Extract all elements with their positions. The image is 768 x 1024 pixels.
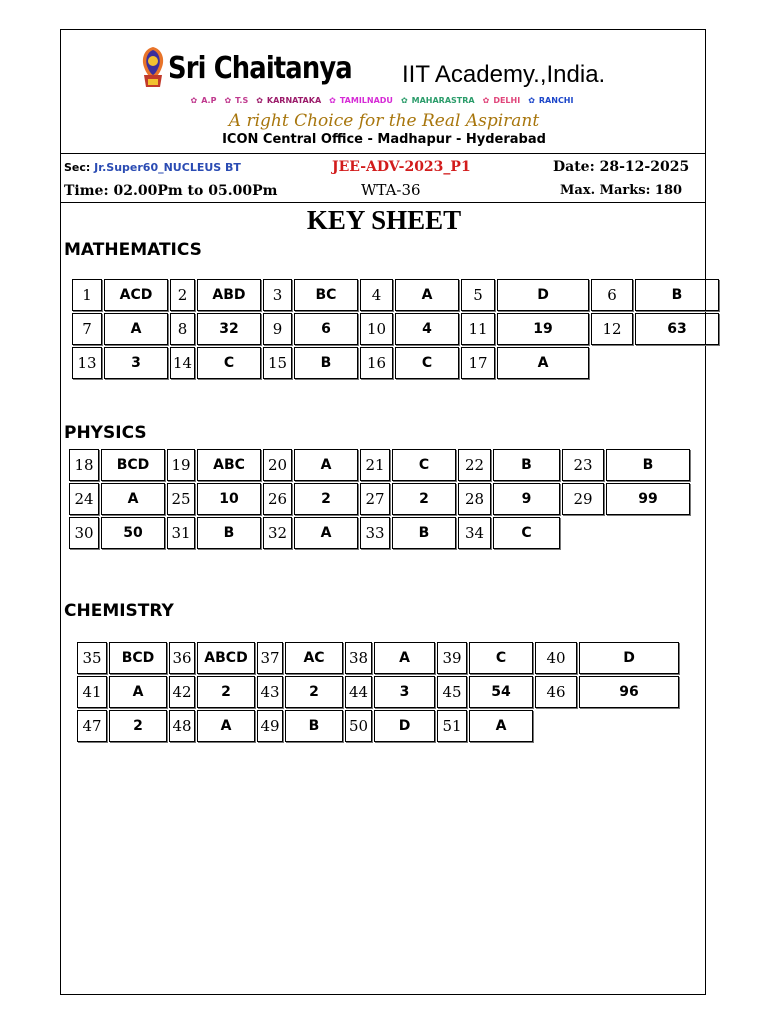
question-number: 45 (437, 676, 467, 708)
answer-key: C (493, 517, 560, 549)
answer-key: BC (294, 279, 358, 311)
question-number: 15 (263, 347, 292, 379)
answer-key: B (392, 517, 456, 549)
answer-key: A (109, 676, 167, 708)
question-number: 28 (458, 483, 491, 515)
answer-key: C (392, 449, 456, 481)
answer-table-mathematics (70, 277, 721, 381)
question-number: 31 (167, 517, 195, 549)
exam-time: Time: 02.00Pm to 05.00Pm (64, 183, 278, 199)
answer-key: 2 (294, 483, 358, 515)
answer-key: 54 (469, 676, 533, 708)
question-number: 6 (591, 279, 633, 311)
answer-row (77, 676, 679, 708)
page-title: KEY SHEET (306, 205, 462, 235)
question-number: 18 (69, 449, 99, 481)
exam-date: Date: 28-12-2025 (553, 159, 690, 175)
state-label: MAHARASTRA (411, 96, 475, 105)
answer-key: AC (285, 642, 343, 674)
question-number: 39 (437, 642, 467, 674)
answer-key: 63 (635, 313, 719, 345)
question-number: 16 (360, 347, 393, 379)
answer-key: C (197, 347, 261, 379)
answer-key: 99 (606, 483, 690, 515)
question-number: 42 (169, 676, 195, 708)
flower-bullet-icon: ✿ (528, 96, 535, 105)
state-label: T.S (235, 96, 249, 105)
brand-suffix: IIT Academy.,India. (402, 61, 606, 88)
answer-key: 32 (197, 313, 261, 345)
flower-bullet-icon: ✿ (224, 96, 232, 105)
answer-row (72, 279, 719, 311)
empty-cell (579, 710, 679, 742)
question-number: 43 (257, 676, 283, 708)
flower-bullet-icon: ✿ (329, 96, 336, 105)
answer-key: 9 (493, 483, 560, 515)
question-number: 25 (167, 483, 195, 515)
answer-key: D (579, 642, 679, 674)
state-label: KARNATAKA (266, 96, 322, 105)
answer-key: B (606, 449, 690, 481)
empty-cell (635, 347, 719, 379)
question-number: 40 (535, 642, 577, 674)
question-number: 14 (170, 347, 195, 379)
question-number: 34 (458, 517, 491, 549)
answer-table-chemistry (75, 640, 681, 744)
answer-key: A (469, 710, 533, 742)
answer-key: A (101, 483, 165, 515)
question-number: 20 (263, 449, 292, 481)
answer-key: A (197, 710, 255, 742)
section-label: Sec: (64, 161, 91, 174)
question-number: 49 (257, 710, 283, 742)
answer-key: 10 (197, 483, 261, 515)
answer-key: A (294, 517, 358, 549)
section-info (64, 158, 241, 178)
question-number: 19 (167, 449, 195, 481)
answer-key: D (374, 710, 435, 742)
tagline: A right Choice for the Real Aspirant (228, 111, 540, 131)
answer-row (77, 710, 679, 742)
empty-cell (562, 517, 604, 549)
question-number: 29 (562, 483, 604, 515)
question-number: 48 (169, 710, 195, 742)
empty-cell (606, 517, 690, 549)
answer-key: 2 (285, 676, 343, 708)
question-number: 26 (263, 483, 292, 515)
question-number: 1 (72, 279, 102, 311)
question-number: 36 (169, 642, 195, 674)
answer-key: BCD (109, 642, 167, 674)
state-label: RANCHI (538, 96, 574, 105)
answer-key: B (197, 517, 261, 549)
question-number: 50 (345, 710, 372, 742)
question-number: 13 (72, 347, 102, 379)
answer-key: 6 (294, 313, 358, 345)
answer-key: BCD (101, 449, 165, 481)
state-label: TAMILNADU (339, 96, 393, 105)
state-list (0, 95, 768, 107)
answer-row (77, 642, 679, 674)
question-number: 10 (360, 313, 393, 345)
question-number: 8 (170, 313, 195, 345)
answer-key: D (497, 279, 589, 311)
answer-key: 3 (374, 676, 435, 708)
divider (61, 153, 705, 154)
answer-key: ABCD (197, 642, 255, 674)
answer-row (69, 449, 690, 481)
answer-key: 3 (104, 347, 168, 379)
question-number: 35 (77, 642, 107, 674)
answer-key: 4 (395, 313, 459, 345)
answer-row (69, 517, 690, 549)
answer-key: ABC (197, 449, 261, 481)
subject-heading-mathematics: MATHEMATICS (64, 240, 202, 260)
answer-key: ABD (197, 279, 261, 311)
answer-key: B (493, 449, 560, 481)
answer-key: C (395, 347, 459, 379)
question-number: 5 (461, 279, 495, 311)
answer-key: A (104, 313, 168, 345)
question-number: 23 (562, 449, 604, 481)
brand-name: Sri Chaitanya (168, 51, 352, 86)
question-number: 51 (437, 710, 467, 742)
answer-key: A (294, 449, 358, 481)
question-number: 47 (77, 710, 107, 742)
question-number: 32 (263, 517, 292, 549)
answer-key: B (294, 347, 358, 379)
state-label: DELHI (493, 96, 521, 105)
question-number: 4 (360, 279, 393, 311)
question-number: 27 (360, 483, 390, 515)
answer-key: A (497, 347, 589, 379)
answer-key: B (285, 710, 343, 742)
answer-row (72, 347, 719, 379)
answer-key: 2 (392, 483, 456, 515)
max-marks: Max. Marks: 180 (560, 183, 683, 198)
question-number: 38 (345, 642, 372, 674)
empty-cell (591, 347, 633, 379)
state-label: A.P (201, 96, 217, 105)
subject-heading-physics: PHYSICS (64, 423, 147, 443)
flower-bullet-icon: ✿ (400, 96, 408, 105)
question-number: 46 (535, 676, 577, 708)
answer-key: 2 (109, 710, 167, 742)
question-number: 17 (461, 347, 495, 379)
answer-key: 96 (579, 676, 679, 708)
answer-table-physics (67, 447, 692, 551)
answer-row (69, 483, 690, 515)
subject-heading-chemistry: CHEMISTRY (64, 601, 174, 621)
office-address: ICON Central Office - Madhapur - Hyderabad (222, 132, 546, 147)
flower-bullet-icon: ✿ (482, 96, 490, 105)
question-number: 44 (345, 676, 372, 708)
answer-key: C (469, 642, 533, 674)
question-number: 30 (69, 517, 99, 549)
question-number: 3 (263, 279, 292, 311)
question-number: 33 (360, 517, 390, 549)
section-value: Jr.Super60_NUCLEUS BT (94, 161, 241, 174)
question-number: 24 (69, 483, 99, 515)
question-number: 37 (257, 642, 283, 674)
answer-key: 2 (197, 676, 255, 708)
answer-key: B (635, 279, 719, 311)
empty-cell (535, 710, 577, 742)
flower-bullet-icon: ✿ (256, 96, 263, 105)
question-number: 9 (263, 313, 292, 345)
flower-bullet-icon: ✿ (190, 96, 198, 105)
question-number: 7 (72, 313, 102, 345)
answer-key: A (374, 642, 435, 674)
answer-key: A (395, 279, 459, 311)
answer-key: 19 (497, 313, 589, 345)
logo-icon (138, 45, 168, 89)
exam-name: JEE-ADV-2023_P1 (332, 159, 471, 175)
answer-key: ACD (104, 279, 168, 311)
question-number: 12 (591, 313, 633, 345)
question-number: 21 (360, 449, 390, 481)
question-number: 41 (77, 676, 107, 708)
question-number: 2 (170, 279, 195, 311)
answer-row (72, 313, 719, 345)
test-code: WTA-36 (361, 181, 421, 199)
question-number: 22 (458, 449, 491, 481)
question-number: 11 (461, 313, 495, 345)
answer-key: 50 (101, 517, 165, 549)
